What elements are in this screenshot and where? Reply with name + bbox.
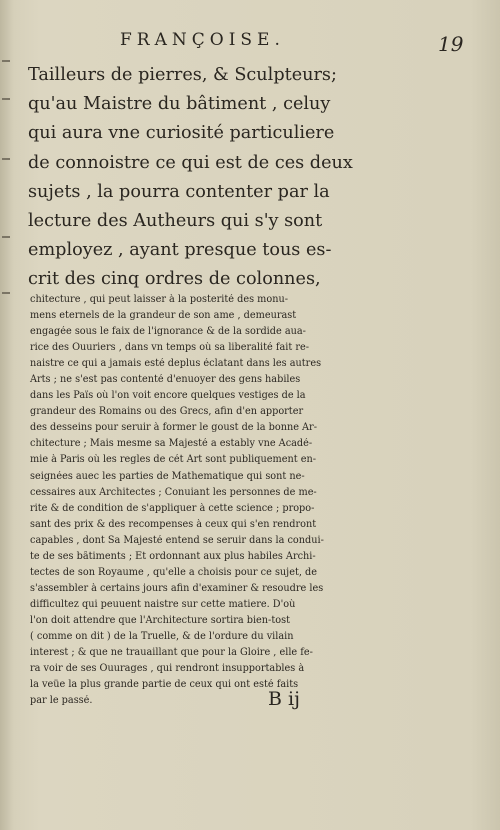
text-line: ra voir de ses Ouurages , qui rendront insupportables à [30, 663, 305, 675]
text-line: grandeur des Romains ou des Grecs, afin d'en apporter [30, 406, 304, 418]
text-line: qu'au Maistre du bâtiment , celuy [28, 93, 331, 115]
text-line: des desseins pour seruir à former le goust de la bonne Ar- [30, 422, 317, 434]
text-line: de connoistre ce qui est de ces deux [28, 151, 353, 173]
text-line: sujets , la pourra contenter par la [28, 180, 330, 202]
text-line: employez , ayant presque tous es- [28, 239, 332, 261]
text-line: engagée sous le faix de l'ignorance & de la sordide aua- [30, 326, 306, 338]
signature-mark: B ij [268, 688, 300, 710]
text-line: Tailleurs de pierres, & Sculpteurs; [28, 64, 337, 85]
large-type-paragraph [28, 60, 380, 294]
page-header [0, 30, 500, 56]
text-line: s'assembler à certains jours afin d'examiner & resoudre les [30, 582, 324, 594]
text-line: Arts ; ne s'est pas contenté d'enuoyer des gens habiles [30, 374, 301, 386]
text-line: difficultez qui peuuent naistre sur cette matiere. D'où [30, 598, 296, 610]
text-line: qui aura vne curiosité particuliere [28, 122, 335, 144]
text-line: cessaires aux Architectes ; Conuiant les personnes de me- [30, 486, 317, 498]
text-line: interest ; & que ne trauaillant que pour la Gloire , elle fe- [30, 647, 313, 659]
text-line: tectes de son Royaume , qu'elle a choisis pour ce sujet, de [30, 566, 318, 578]
text-line: mens eternels de la grandeur de son ame , demeurast [30, 310, 297, 322]
text-line: chitecture ; Mais mesme sa Majesté a estably vne Acadé- [30, 438, 313, 450]
small-type-paragraph [30, 292, 380, 709]
text-line: naistre ce qui a jamais esté deplus éclatant dans les autres [30, 358, 322, 370]
text-line: par le passé. [30, 695, 93, 707]
gutter-stitch-marks [2, 60, 12, 320]
page-number: 19 [438, 32, 464, 56]
text-line: rite & de condition de s'appliquer à cette science ; propo- [30, 502, 315, 514]
text-line: chitecture , qui peut laisser à la posterité des monu- [30, 294, 289, 305]
text-line: la veüe la plus grande partie de ceux qui ont esté faits [30, 679, 299, 691]
text-line: te de ses bâtiments ; Et ordonnant aux plus habiles Archi- [30, 550, 316, 562]
text-line: capables , dont Sa Majesté entend se seruir dans la condui- [30, 534, 324, 546]
text-line: ( comme on dit ) de la Truelle, & de l'ordure du vilain [30, 630, 294, 642]
text-line: l'on doit attendre que l'Architecture sortira bien-tost [30, 614, 290, 626]
running-title: FRANÇOISE. [120, 30, 285, 50]
text-line: mie à Paris où les regles de cét Art sont publiquement en- [30, 454, 317, 466]
text-line: crit des cinq ordres de colonnes, [28, 268, 321, 290]
text-line: seignées auec les parties de Mathematique qui sont ne- [30, 470, 305, 482]
text-line: dans les Païs où l'on voit encore quelques vestiges de la [30, 390, 306, 402]
text-line: sant des prix & des recompenses à ceux qui s'en rendront [30, 518, 317, 530]
text-line: rice des Ouuriers , dans vn temps où sa liberalité fait re- [30, 342, 310, 354]
text-line: lecture des Autheurs qui s'y sont [28, 210, 323, 232]
